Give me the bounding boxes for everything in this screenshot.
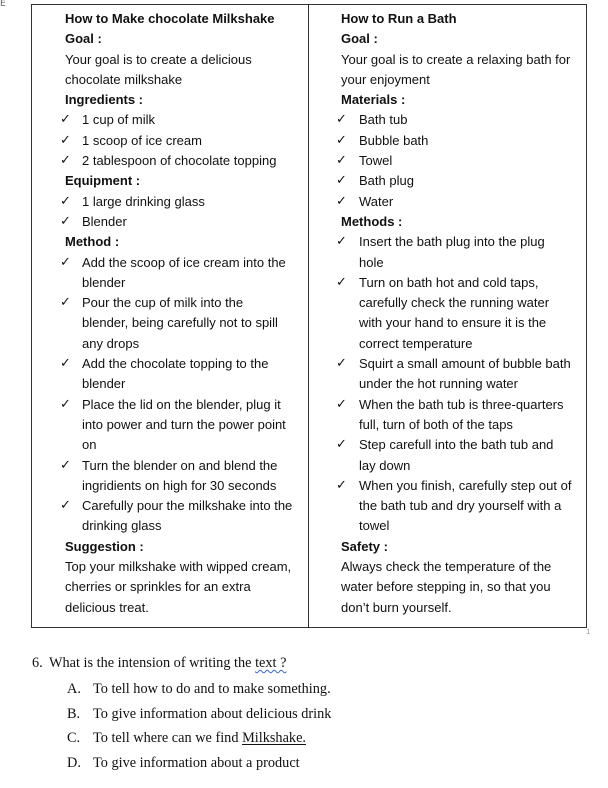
goal-text: Your goal is to create a relaxing bath for bbox=[341, 51, 571, 67]
method-step-line: ✓ Turn on bath hot and cold taps, bbox=[359, 274, 539, 290]
material-item: ✓ Bubble bath bbox=[341, 131, 580, 151]
method-step-line: blender bbox=[82, 274, 126, 290]
method-step-line: full, turn of both of the taps bbox=[359, 416, 513, 432]
method-step-line: ✓ Squirt a small amount of bubble bath bbox=[359, 356, 571, 372]
material-item: ✓ Bath tub bbox=[341, 110, 580, 130]
equipment-item: ✓ Blender bbox=[65, 212, 304, 232]
method-step bbox=[341, 476, 580, 537]
method-step-line: under the hot running water bbox=[359, 376, 518, 392]
procedure-table bbox=[31, 4, 587, 628]
materials-heading: Materials : bbox=[341, 92, 406, 108]
goal-text: chocolate milkshake bbox=[65, 71, 183, 87]
method-step-line: ingridients on high for 30 seconds bbox=[82, 477, 277, 493]
method-heading: Method : bbox=[65, 234, 120, 250]
corner-mark: E bbox=[0, 0, 6, 9]
option-text-main: To give information about a product bbox=[93, 755, 300, 772]
method-step-line: ✓ Pour the cup of milk into the bbox=[82, 295, 244, 311]
method-step-line: into power and turn the power point bbox=[82, 416, 286, 432]
margin-mark: 1 bbox=[586, 628, 591, 636]
ingredient-item: ✓ 1 scoop of ice cream bbox=[65, 131, 304, 151]
option-letter: C. bbox=[67, 730, 81, 747]
option-letter: D. bbox=[67, 755, 81, 772]
method-step-line: ✓ Insert the bath plug into the plug bbox=[359, 234, 545, 250]
method-step-line: lay down bbox=[359, 457, 411, 473]
method-step bbox=[65, 456, 304, 497]
method-step bbox=[341, 354, 580, 395]
option-letter: B. bbox=[67, 705, 81, 722]
method-step-line: ✓ Turn the blender on and blend the bbox=[82, 457, 278, 473]
left-column-cell bbox=[32, 5, 309, 628]
method-step bbox=[65, 253, 304, 294]
option-letter: A. bbox=[67, 681, 81, 697]
safety-heading: Safety : bbox=[341, 538, 388, 554]
suggestion-text: cherries or sprinkles for an extra bbox=[65, 579, 251, 595]
method-step-line: correct temperature bbox=[359, 335, 473, 351]
method-step-line: with your hand to ensure it is the bbox=[359, 315, 547, 331]
method-step-line: any drops bbox=[82, 335, 140, 351]
ingredient-item: ✓ 1 cup of milk bbox=[65, 110, 304, 130]
method-step-line: on bbox=[82, 437, 97, 453]
right-column bbox=[309, 9, 586, 618]
equipment-item: ✓ 1 large drinking glass bbox=[65, 192, 304, 212]
method-step bbox=[65, 354, 304, 395]
method-step bbox=[341, 395, 580, 436]
method-step bbox=[341, 435, 580, 476]
left-column bbox=[32, 9, 308, 618]
method-step bbox=[65, 293, 304, 354]
option-text-main: To tell how to do and to make something. bbox=[93, 681, 331, 697]
option-text-main: To give information about delicious drink bbox=[93, 705, 332, 722]
suggestion-text: delicious treat. bbox=[65, 599, 149, 615]
recipe-title: How to Make chocolate Milkshake bbox=[65, 11, 275, 26]
method-step-line: ✓ Step carefull into the bath tub and bbox=[359, 437, 554, 453]
goal-heading: Goal : bbox=[65, 31, 102, 47]
method-step-line: the bath tub and dry yourself with a bbox=[359, 498, 562, 514]
method-step-line: hole bbox=[359, 254, 384, 270]
question-text bbox=[49, 652, 286, 674]
option-text bbox=[93, 751, 300, 775]
method-step-line: carefully check the running water bbox=[359, 295, 550, 311]
method-step-line: drinking glass bbox=[82, 518, 162, 534]
goal-text: your enjoyment bbox=[341, 71, 430, 87]
right-column-cell bbox=[309, 5, 587, 628]
method-step-line: ✓ Carefully pour the milkshake into the bbox=[82, 498, 293, 514]
goal-heading: Goal : bbox=[341, 31, 378, 47]
material-item: ✓ Water bbox=[341, 192, 580, 212]
method-step-line: ✓ Place the lid on the blender, plug it bbox=[82, 396, 281, 412]
safety-text: Always check the temperature of the bbox=[341, 559, 552, 575]
procedure-title: How to Run a Bath bbox=[341, 11, 457, 26]
option-text bbox=[93, 677, 331, 701]
option-text-underlined: Milkshake. bbox=[242, 730, 306, 747]
method-step bbox=[341, 232, 580, 273]
suggestion-text: Top your milkshake with wipped cream, bbox=[65, 559, 292, 575]
material-item: ✓ Bath plug bbox=[341, 171, 580, 191]
question-number: 6. bbox=[32, 655, 43, 671]
method-step-line: blender bbox=[82, 376, 126, 392]
option-text bbox=[93, 726, 306, 750]
method-step bbox=[65, 496, 304, 537]
question-text-main: What is the intension of writing the bbox=[49, 655, 256, 671]
equipment-heading: Equipment : bbox=[65, 173, 141, 189]
method-step-line: ✓ Add the scoop of ice cream into the bbox=[82, 254, 286, 270]
suggestion-heading: Suggestion : bbox=[65, 538, 144, 554]
ingredients-heading: Ingredients : bbox=[65, 92, 144, 108]
method-step bbox=[65, 395, 304, 456]
option-text-main: To tell where can we find bbox=[93, 730, 243, 747]
method-step-line: ✓ When you finish, carefully step out of bbox=[359, 477, 572, 493]
safety-text: water before stepping in, so that you bbox=[341, 579, 551, 595]
method-step-line: ✓ When the bath tub is three-quarters bbox=[359, 396, 564, 412]
method-step-line: ✓ Add the chocolate topping to the bbox=[82, 356, 269, 372]
safety-text: don’t burn yourself. bbox=[341, 599, 452, 615]
ingredient-item: ✓ 2 tablespoon of chocolate topping bbox=[65, 151, 304, 171]
method-step bbox=[341, 273, 580, 354]
material-item: ✓ Towel bbox=[341, 151, 580, 171]
goal-text: Your goal is to create a delicious bbox=[65, 51, 252, 67]
methods-heading: Methods : bbox=[341, 213, 403, 229]
method-step-line: towel bbox=[359, 518, 390, 534]
option-text bbox=[93, 702, 331, 726]
question-text-flagged: text ? bbox=[255, 655, 287, 671]
method-step-line: blender, being carefully not to spill bbox=[82, 315, 278, 331]
